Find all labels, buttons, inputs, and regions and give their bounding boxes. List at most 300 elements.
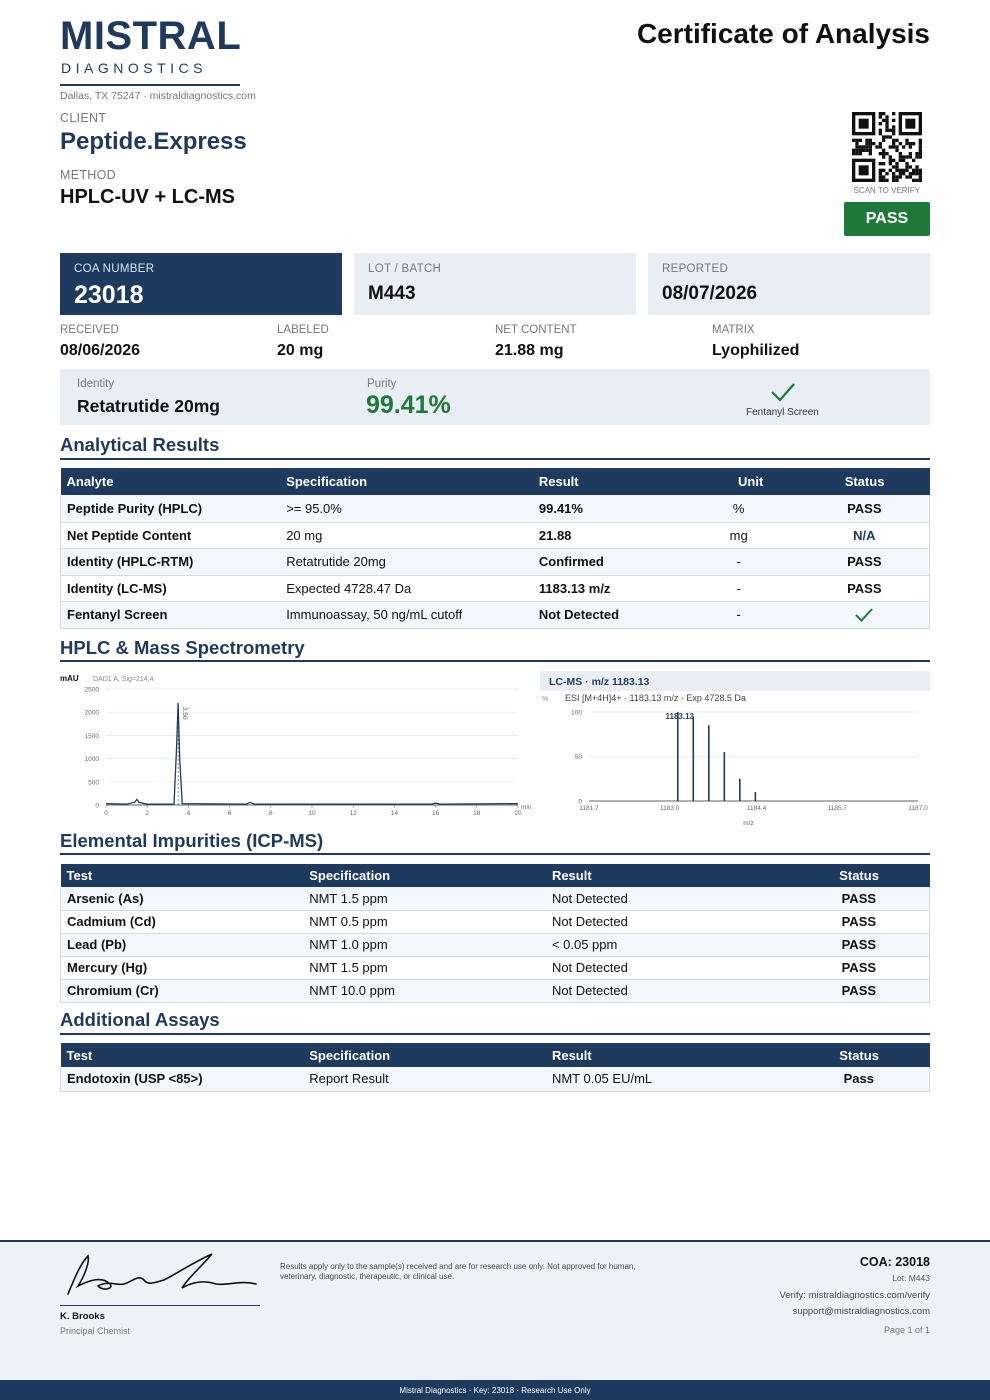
- y-tick-label: 2000: [84, 709, 99, 717]
- identity-value: Retatrutide 20mg: [77, 396, 220, 416]
- table-row: [61, 933, 930, 956]
- y-unit-label: %: [542, 696, 549, 703]
- received-value: 08/06/2026: [60, 342, 141, 359]
- qr-module: [919, 142, 922, 145]
- qr-module: [882, 112, 885, 115]
- qr-module: [905, 165, 908, 168]
- x-tick-label: 1184.4: [746, 805, 767, 812]
- status-cell: PASS: [800, 575, 930, 601]
- qr-module: [855, 149, 858, 152]
- qr-module: [899, 169, 902, 172]
- qr-module: [902, 172, 905, 175]
- qr-module: [892, 165, 895, 168]
- y-tick-label: 0: [95, 802, 99, 810]
- section-divider: [60, 660, 930, 662]
- qr-module: [879, 169, 882, 172]
- x-tick-label: 1181.7: [579, 805, 599, 812]
- analytical-results-table: [60, 468, 930, 629]
- test-cell: Chromium (Cr): [61, 979, 304, 1002]
- y-tick-label: 0: [578, 798, 582, 806]
- qr-module: [882, 119, 885, 122]
- document-title: Certificate of Analysis: [636, 18, 930, 49]
- column-header: Specification: [280, 468, 533, 495]
- qr-module: [912, 179, 915, 182]
- qr-module: [892, 172, 895, 175]
- qr-module: [919, 152, 922, 155]
- qr-module: [919, 139, 922, 142]
- additional-assays-title: Additional Assays: [60, 1009, 220, 1030]
- specification-cell: Report Result: [303, 1067, 546, 1091]
- reported-label: REPORTED: [662, 263, 729, 275]
- qr-module: [859, 149, 862, 152]
- qr-module: [895, 145, 898, 148]
- support-email[interactable]: support@mistraldiagnostics.com: [792, 1306, 930, 1317]
- qr-module: [892, 179, 895, 182]
- qr-module: [885, 135, 888, 138]
- qr-module: [882, 155, 885, 158]
- qr-module: [902, 169, 905, 172]
- result-cell: Not Detected: [546, 979, 789, 1002]
- qr-module: [919, 145, 922, 148]
- labeled-value: 20 mg: [277, 342, 324, 359]
- y-tick-label: 500: [88, 779, 99, 787]
- specification-cell: >= 95.0%: [280, 495, 533, 522]
- reported-value: 08/07/2026: [662, 283, 758, 304]
- qr-module: [859, 152, 862, 155]
- qr-module: [862, 145, 865, 148]
- x-tick-label: 16: [431, 810, 440, 817]
- qr-module: [889, 145, 892, 148]
- qr-module: [892, 129, 895, 132]
- status-cell: PASS: [800, 548, 930, 575]
- qr-module: [882, 139, 885, 142]
- qr-module: [915, 155, 918, 158]
- qr-module: [865, 142, 868, 145]
- method-value: HPLC-UV + LC-MS: [60, 186, 235, 208]
- qr-module: [909, 172, 912, 175]
- result-cell: 1183.13 m/z: [533, 575, 678, 601]
- qr-module: [899, 159, 902, 162]
- overall-status-badge: PASS: [844, 202, 930, 236]
- lot-batch-label: LOT / BATCH: [368, 263, 442, 275]
- purity-value: 99.41%: [366, 391, 451, 419]
- qr-module: [905, 155, 908, 158]
- column-header: Result: [533, 468, 678, 495]
- table-row: [61, 956, 930, 979]
- qr-module: [885, 172, 888, 175]
- qr-module: [855, 145, 858, 148]
- unit-cell: -: [678, 548, 800, 575]
- lot-batch-value: M443: [368, 283, 416, 304]
- x-tick-label: 12: [349, 810, 357, 817]
- labeled-label: LABELED: [277, 324, 329, 336]
- qr-module: [895, 165, 898, 168]
- qr-module: [882, 152, 885, 155]
- table-header-row: [61, 1043, 930, 1067]
- qr-module: [882, 149, 885, 152]
- specification-cell: NMT 0.5 ppm: [303, 910, 546, 933]
- section-divider: [60, 1033, 930, 1035]
- qr-module: [879, 122, 882, 125]
- method-label: METHOD: [60, 168, 116, 182]
- x-axis-label: min: [521, 804, 532, 811]
- coa-number-label: COA NUMBER: [74, 263, 155, 275]
- x-tick-label: 8: [268, 810, 273, 817]
- analyte-cell: Fentanyl Screen: [61, 601, 281, 628]
- qr-module: [885, 119, 888, 122]
- analytical-results-title: Analytical Results: [60, 434, 220, 455]
- qr-module: [889, 159, 892, 162]
- mass-spectrum: [540, 671, 930, 831]
- qr-code-icon[interactable]: [852, 112, 922, 182]
- elemental-table: [60, 864, 930, 1003]
- result-cell: 99.41%: [533, 495, 678, 522]
- unit-cell: %: [678, 495, 800, 522]
- table-row: [61, 601, 930, 628]
- status-cell: N/A: [800, 522, 930, 548]
- client-label: CLIENT: [60, 111, 107, 125]
- elemental-title: Elemental Impurities (ICP-MS): [60, 830, 324, 851]
- qr-module: [892, 125, 895, 128]
- qr-module: [919, 175, 922, 178]
- table-row: [61, 1067, 930, 1091]
- column-header: Analyte: [61, 468, 281, 495]
- column-header: Unit: [678, 468, 800, 495]
- qr-module: [895, 179, 898, 182]
- status-cell: PASS: [789, 979, 930, 1002]
- net-content-value: 21.88 mg: [495, 342, 564, 359]
- qr-module: [882, 175, 885, 178]
- qr-module: [865, 145, 868, 148]
- specification-cell: NMT 1.5 ppm: [303, 956, 546, 979]
- unit-cell: -: [678, 601, 800, 628]
- qr-module: [865, 149, 868, 152]
- qr-module: [892, 132, 895, 135]
- specification-cell: Expected 4728.47 Da: [280, 575, 533, 601]
- qr-module: [855, 152, 858, 155]
- status-cell: PASS: [800, 495, 930, 522]
- table-row: [61, 887, 930, 910]
- table-row: [61, 495, 930, 522]
- qr-module: [915, 172, 918, 175]
- fentanyl-screen-label: Fentanyl Screen: [746, 407, 819, 418]
- column-header: Test: [61, 864, 304, 887]
- signature-image: [60, 1250, 260, 1308]
- qr-module: [892, 119, 895, 122]
- chart-title: LC-MS · m/z 1183.13: [549, 676, 650, 688]
- status-cell: [800, 601, 930, 628]
- received-label: RECEIVED: [60, 324, 119, 336]
- qr-module: [889, 169, 892, 172]
- company-logo-subtitle: DIAGNOSTICS: [61, 60, 207, 76]
- x-tick-label: 4: [186, 810, 191, 817]
- y-tick-label: 50: [574, 754, 582, 761]
- company-address: Dallas, TX 75247 · mistraldiagnostics.com: [60, 90, 256, 102]
- qr-module: [912, 172, 915, 175]
- check-icon: [769, 381, 797, 403]
- specification-cell: Retatrutide 20mg: [280, 548, 533, 575]
- lot-batch-box: [354, 253, 636, 315]
- qr-module: [869, 142, 872, 145]
- identity-label: Identity: [77, 378, 115, 390]
- net-content-label: NET CONTENT: [495, 324, 577, 336]
- qr-module: [895, 162, 898, 165]
- table-header-row: [61, 468, 930, 495]
- qr-module: [902, 145, 905, 148]
- signer-title: Principal Chemist: [60, 1326, 131, 1336]
- qr-module: [879, 115, 882, 118]
- table-row: [61, 910, 930, 933]
- x-tick-label: 18: [473, 810, 481, 817]
- x-tick-label: 1185.7: [827, 805, 848, 812]
- result-cell: NMT 0.05 EU/mL: [546, 1067, 789, 1091]
- section-divider: [60, 853, 930, 855]
- column-header: Test: [61, 1043, 304, 1067]
- qr-module: [889, 129, 892, 132]
- qr-module: [915, 165, 918, 168]
- table-row: [61, 979, 930, 1002]
- x-tick-label: 6: [227, 810, 232, 817]
- qr-module: [879, 179, 882, 182]
- qr-module: [852, 152, 855, 155]
- status-cell: PASS: [789, 933, 930, 956]
- qr-module: [879, 112, 882, 115]
- qr-module: [855, 139, 858, 142]
- qr-module: [919, 179, 922, 182]
- x-tick-label: 20: [514, 810, 522, 817]
- x-tick-label: 14: [390, 810, 399, 817]
- specification-cell: NMT 1.0 ppm: [303, 933, 546, 956]
- section-divider: [60, 458, 930, 460]
- qr-module: [905, 162, 908, 165]
- status-cell: PASS: [789, 887, 930, 910]
- qr-module: [879, 175, 882, 178]
- x-tick-label: 0: [104, 810, 108, 817]
- qr-module: [902, 155, 905, 158]
- qr-module: [879, 142, 882, 145]
- qr-module: [912, 142, 915, 145]
- purity-label: Purity: [367, 378, 397, 390]
- coa-number-value: 23018: [74, 281, 144, 309]
- qr-module: [892, 142, 895, 145]
- qr-module: [882, 135, 885, 138]
- qr-module: [919, 172, 922, 175]
- status-cell: PASS: [789, 910, 930, 933]
- footer-coa-number: COA: 23018: [859, 1255, 930, 1269]
- unit-cell: mg: [678, 522, 800, 548]
- test-cell: Lead (Pb): [61, 933, 304, 956]
- qr-module: [892, 145, 895, 148]
- peak-label: 1183.13: [665, 712, 695, 721]
- footer-lot: Lot: M443: [892, 1273, 930, 1283]
- qr-module: [879, 145, 882, 148]
- result-cell: Not Detected: [546, 910, 789, 933]
- qr-module: [902, 159, 905, 162]
- x-axis-label: m/z: [743, 820, 754, 827]
- company-logo: MISTRAL: [60, 14, 242, 58]
- qr-module: [855, 142, 858, 145]
- qr-module: [882, 179, 885, 182]
- column-header: Status: [800, 468, 930, 495]
- scan-label: SCAN TO VERIFY: [853, 186, 920, 195]
- column-header: Status: [789, 864, 930, 887]
- matrix-label: MATRIX: [712, 324, 755, 336]
- y-tick-label: 1500: [84, 732, 99, 740]
- qr-module: [885, 122, 888, 125]
- specification-cell: NMT 10.0 ppm: [303, 979, 546, 1002]
- qr-module: [915, 179, 918, 182]
- qr-module: [872, 142, 875, 145]
- page-number: Page 1 of 1: [883, 1325, 930, 1335]
- qr-module: [909, 175, 912, 178]
- specification-cell: 20 mg: [280, 522, 533, 548]
- test-cell: Endotoxin (USP <85>): [61, 1067, 304, 1091]
- unit-cell: -: [678, 575, 800, 601]
- qr-module: [899, 175, 902, 178]
- y-tick-label: 1000: [84, 756, 99, 764]
- y-tick-label: 2500: [84, 686, 99, 694]
- qr-module: [885, 179, 888, 182]
- status-cell: Pass: [789, 1067, 930, 1091]
- x-tick-label: 2: [145, 810, 150, 817]
- qr-module: [905, 142, 908, 145]
- qr-module: [905, 139, 908, 142]
- qr-module: [875, 145, 878, 148]
- qr-module: [912, 169, 915, 172]
- qr-module: [869, 139, 872, 142]
- table-header-row: [61, 864, 930, 887]
- disclaimer: Results apply only to the sample(s) received and are for research use only. Not approved for human, veterinary, diagnostic, therapeutic, or clinical use.: [280, 1262, 636, 1281]
- column-header: Specification: [303, 1043, 546, 1067]
- column-header: Result: [546, 1043, 789, 1067]
- qr-module: [852, 139, 855, 142]
- qr-module: [879, 129, 882, 132]
- qr-module: [879, 132, 882, 135]
- column-header: Result: [546, 864, 789, 887]
- qr-module: [882, 162, 885, 165]
- qr-module: [889, 155, 892, 158]
- y-tick-label: 100: [571, 709, 582, 717]
- qr-module: [899, 155, 902, 158]
- analyte-cell: Identity (LC-MS): [61, 575, 281, 601]
- qr-module: [915, 152, 918, 155]
- qr-finder: [905, 119, 915, 129]
- y-axis-label: mAU: [60, 674, 79, 683]
- x-tick-label: 10: [308, 810, 316, 817]
- qr-module: [909, 155, 912, 158]
- qr-module: [919, 149, 922, 152]
- qr-finder: [859, 165, 869, 175]
- qr-module: [885, 152, 888, 155]
- qr-module: [895, 169, 898, 172]
- verify-link[interactable]: Verify: mistraldiagnostics.com/verify: [779, 1290, 930, 1301]
- qr-module: [919, 155, 922, 158]
- qr-module: [909, 165, 912, 168]
- signer-name: K. Brooks: [60, 1311, 105, 1322]
- qr-module: [892, 139, 895, 142]
- logo-divider: [60, 84, 240, 86]
- table-row: [61, 548, 930, 575]
- column-header: Specification: [303, 864, 546, 887]
- result-cell: 21.88: [533, 522, 678, 548]
- qr-module: [905, 175, 908, 178]
- qr-module: [912, 159, 915, 162]
- peak-label: 3.50: [181, 706, 189, 720]
- qr-module: [882, 169, 885, 172]
- qr-module: [905, 169, 908, 172]
- matrix-value: Lyophilized: [712, 342, 800, 359]
- qr-module: [869, 145, 872, 148]
- qr-module: [885, 125, 888, 128]
- client-name: Peptide.Express: [60, 128, 247, 155]
- result-cell: Not Detected: [546, 956, 789, 979]
- spectra-title: HPLC & Mass Spectrometry: [60, 637, 305, 658]
- table-row: [61, 575, 930, 601]
- qr-module: [892, 159, 895, 162]
- result-cell: Confirmed: [533, 548, 678, 575]
- x-tick-label: 1183.0: [659, 805, 680, 812]
- chart-subtitle: ESI [M+4H]4+ · 1183.13 m/z · Exp 4728.5 Da: [565, 693, 746, 703]
- test-cell: Mercury (Hg): [61, 956, 304, 979]
- x-tick-label: 1187.0: [908, 805, 928, 812]
- qr-module: [899, 172, 902, 175]
- additional-assays-table: [60, 1043, 930, 1092]
- result-cell: Not Detected: [546, 887, 789, 910]
- specification-cell: Immunoassay, 50 ng/mL cutoff: [280, 601, 533, 628]
- qr-module: [892, 112, 895, 115]
- qr-module: [909, 142, 912, 145]
- qr-module: [895, 175, 898, 178]
- qr-module: [859, 139, 862, 142]
- qr-module: [869, 152, 872, 155]
- check-icon: [854, 607, 874, 623]
- bottom-bar: Mistral Diagnostics · Key: 23018 · Research Use Only: [0, 1380, 990, 1400]
- qr-module: [895, 149, 898, 152]
- reported-box: [648, 253, 930, 315]
- qr-module: [862, 149, 865, 152]
- qr-module: [895, 139, 898, 142]
- status-cell: PASS: [789, 956, 930, 979]
- coa-number-box: [60, 253, 342, 315]
- result-cell: < 0.05 ppm: [546, 933, 789, 956]
- qr-module: [852, 149, 855, 152]
- qr-module: [889, 135, 892, 138]
- qr-module: [859, 145, 862, 148]
- qr-module: [879, 152, 882, 155]
- qr-module: [909, 152, 912, 155]
- qr-module: [899, 152, 902, 155]
- hplc-chromatogram: [60, 668, 540, 818]
- qr-module: [885, 129, 888, 132]
- analyte-cell: Net Peptide Content: [61, 522, 281, 548]
- chart-subtitle: DAD1 A, Sig=214,4: [93, 676, 154, 683]
- signature-line: [60, 1305, 260, 1306]
- result-cell: Not Detected: [533, 601, 678, 628]
- qr-module: [879, 172, 882, 175]
- test-cell: Cadmium (Cd): [61, 910, 304, 933]
- analyte-cell: Identity (HPLC-RTM): [61, 548, 281, 575]
- qr-module: [892, 175, 895, 178]
- analyte-cell: Peptide Purity (HPLC): [61, 495, 281, 522]
- qr-module: [919, 169, 922, 172]
- qr-module: [915, 169, 918, 172]
- test-cell: Arsenic (As): [61, 887, 304, 910]
- qr-module: [899, 142, 902, 145]
- qr-module: [889, 162, 892, 165]
- qr-module: [885, 115, 888, 118]
- chromatogram-trace: [106, 703, 518, 804]
- qr-module: [869, 149, 872, 152]
